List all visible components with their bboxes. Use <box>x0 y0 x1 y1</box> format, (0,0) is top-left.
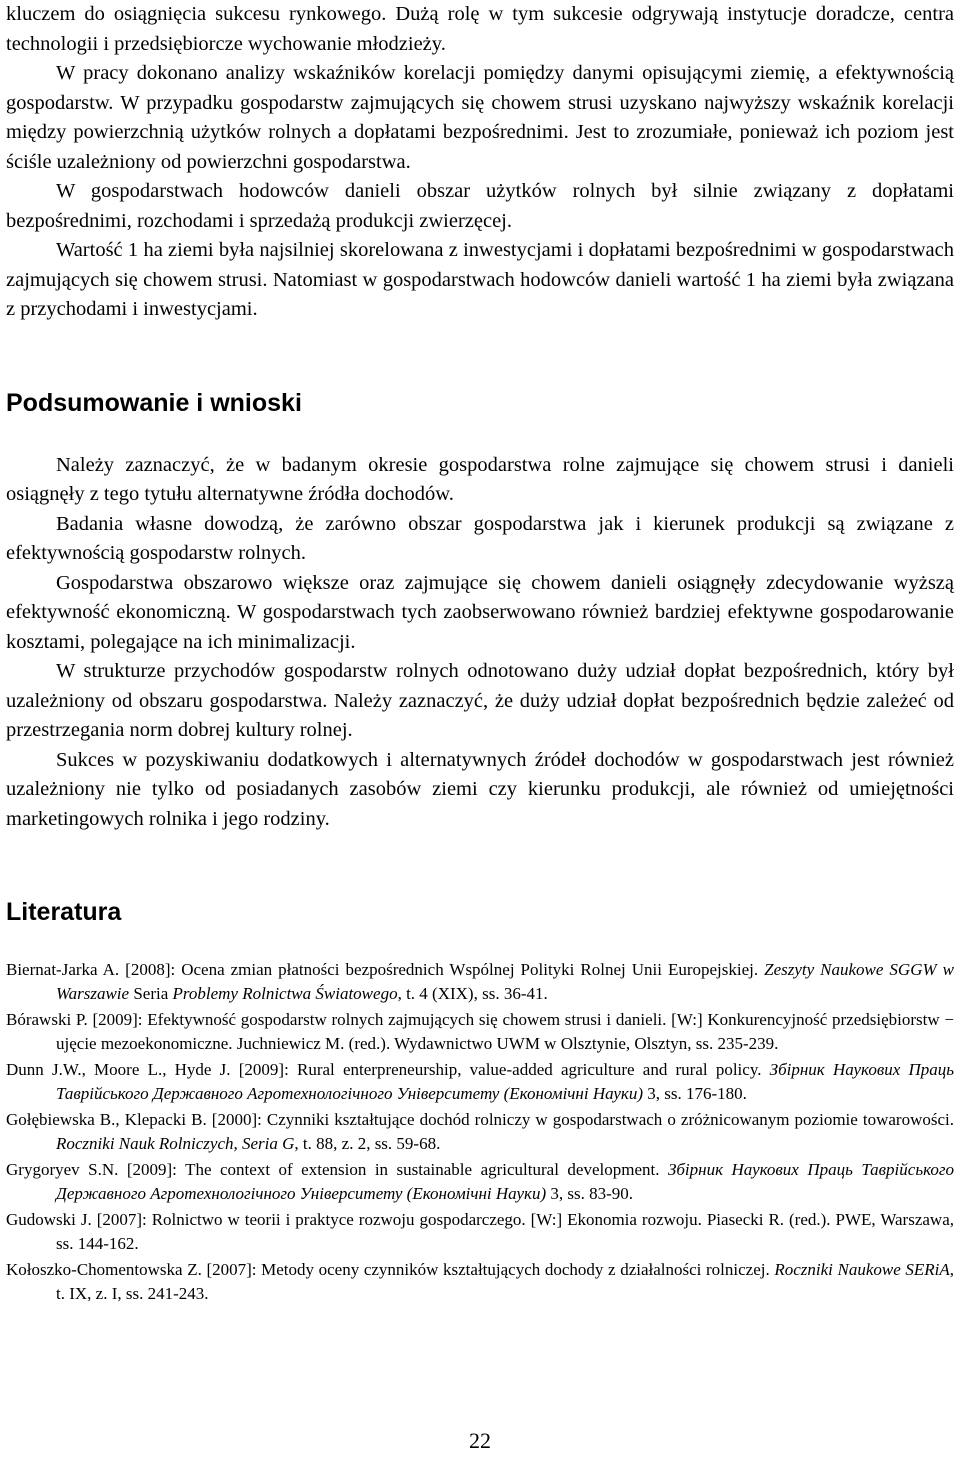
paragraph: Badania własne dowodzą, że zarówno obszar gospodarstwa jak i kierunek produkcji są związane z efektywnością gospodarstw rolnych. <box>6 512 954 564</box>
reference-item <box>6 958 954 1005</box>
paragraph: kluczem do osiągnięcia sukcesu rynkowego. Dużą rolę w tym sukcesie odgrywają instytucje doradcze, centra technologii i przedsiębiorcze wychowanie młodzieży. <box>6 3 954 55</box>
reference-item <box>6 1108 954 1155</box>
reference-item <box>6 1008 954 1055</box>
reference-journal: Roczniki Naukowe SERiA <box>774 1260 950 1279</box>
paragraph: W pracy dokonano analizy wskaźników korelacji pomiędzy danymi opisującymi ziemię, a efektywnością gospodarstw. W przypadku gospodarstw zajmujących się chowem strusi uzyskano najwyższy wskaźnik korelacji między powierzchnią użytków rolnych a dopłatami bezpośrednimi. Jest to zrozumiałe, ponieważ ich poziom jest ściśle uzależniony od powierzchni gospodarstwa. <box>6 62 954 173</box>
reference-journal: Збірник Наукових Праць Таврійського Державного Агротехнологічного Університету (Економічні Науки) <box>56 1160 955 1203</box>
paragraph: W gospodarstwach hodowców danieli obszar użytków rolnych był silnie związany z dopłatami bezpośrednimi, rozchodami i sprzedażą produkcji zwierzęcej. <box>6 180 954 232</box>
paragraph: Gospodarstwa obszarowo większe oraz zajmujące się chowem danieli osiągnęły zdecydowanie wyższą efektywność ekonomiczną. W gospodarstwach tych zaobserwowano również bardziej efektywne gospodarowanie kosztami, polegające na ich minimalizacji. <box>6 571 954 653</box>
reference-text: , t. 4 (XIX), ss. 36-41. <box>397 983 548 1003</box>
reference-text: 3, ss. 83-90. <box>546 1183 634 1203</box>
reference-journal: Збірник Наукових Праць Таврійського Державного Агротехнологічного Університету (Економічні Науки) <box>56 1060 955 1103</box>
section-end <box>6 0 954 325</box>
reference-text: Biernat-Jarka A. [2008]: Ocena zmian płatności bezpośrednich Wspólnej Polityki Rolnej Unii Europejskiej. <box>6 960 765 979</box>
paragraph: Wartość 1 ha ziemi była najsilniej skorelowana z inwestycjami i dopłatami bezpośrednimi w gospodarstwach zajmujących się chowem strusi. Natomiast w gospodarstwach hodowców danieli wartość 1 ha ziemi była związana z przychodami i inwestycjami. <box>6 239 954 320</box>
literature-heading: Literatura <box>6 898 122 926</box>
reference-text: 3, ss. 176-180. <box>643 1083 747 1103</box>
reference-journal: Zeszyty Naukowe SGGW w Warszawie <box>56 960 954 1003</box>
reference-text: Dunn J.W., Moore L., Hyde J. [2009]: Rural enterpreneurship, value-added agriculture and rural policy. <box>6 1060 770 1079</box>
reference-item <box>6 1158 954 1205</box>
reference-text: Kołoszko-Chomentowska Z. [2007]: Metody oceny czynników kształtujących dochody z działalności rolniczej. <box>6 1260 775 1279</box>
reference-text: , t. 88, z. 2, ss. 59-68. <box>294 1133 441 1153</box>
paragraph: W strukturze przychodów gospodarstw rolnych odnotowano duży udział dopłat bezpośrednich, który był uzależniony od obszaru gospodarstwa. Należy zaznaczyć, że duży udział dopłat bezpośrednich będzie zależeć od przestrzegania norm dobrej kultury rolnej. <box>6 660 954 741</box>
reference-text: Gudowski J. [2007]: Rolnictwo w teorii i praktyce rozwoju gospodarczego. [W:] Ekonomia rozwoju. Piasecki R. (red.). PWE, Warszawa, ss. 144-162. <box>6 1210 954 1253</box>
reference-text: Seria <box>129 983 173 1003</box>
reference-item <box>6 1258 954 1305</box>
reference-text: Grygoryev S.N. [2009]: The context of extension in sustainable agricultural development. <box>6 1160 668 1179</box>
reference-item <box>6 1058 954 1105</box>
conclusions-heading: Podsumowanie i wnioski <box>6 388 302 417</box>
conclusions-section <box>6 451 954 835</box>
reference-series: Problemy Rolnictwa Światowego <box>172 983 398 1003</box>
reference-text: Bórawski P. [2009]: Efektywność gospodarstw rolnych zajmujących się chowem strusi i danieli. [W:] Konkurencyjność przedsiębiorstw − ujęcie mezoekonomiczne. Juchniewicz M. (red.). Wydawnictwo UWM w Olsztynie, Olsztyn, ss. 235-239. <box>6 1010 954 1053</box>
reference-list <box>6 958 954 1305</box>
reference-journal: Roczniki Nauk Rolniczych, Seria G <box>56 1133 295 1153</box>
paragraph: Należy zaznaczyć, że w badanym okresie gospodarstwa rolne zajmujące się chowem strusi i danieli osiągnęły z tego tytułu alternatywne źródła dochodów. <box>6 453 954 505</box>
document-page <box>6 0 954 1308</box>
reference-item <box>6 1208 954 1255</box>
reference-text: Gołębiewska B., Klepacki B. [2000]: Czynniki kształtujące dochód rolniczy w gospodarstwach o zróżnicowanym poziomie towarowości. <box>6 1110 954 1129</box>
page-number: 22 <box>469 1428 491 1453</box>
reference-text: , t. IX, z. I, ss. 241-243. <box>56 1260 954 1303</box>
paragraph: Sukces w pozyskiwaniu dodatkowych i alternatywnych źródeł dochodów w gospodarstwach jest również uzależniony nie tylko od posiadanych zasobów ziemi czy kierunku produkcji, ale również od umiejętności marketingowych rolnika i jego rodziny. <box>6 748 954 830</box>
